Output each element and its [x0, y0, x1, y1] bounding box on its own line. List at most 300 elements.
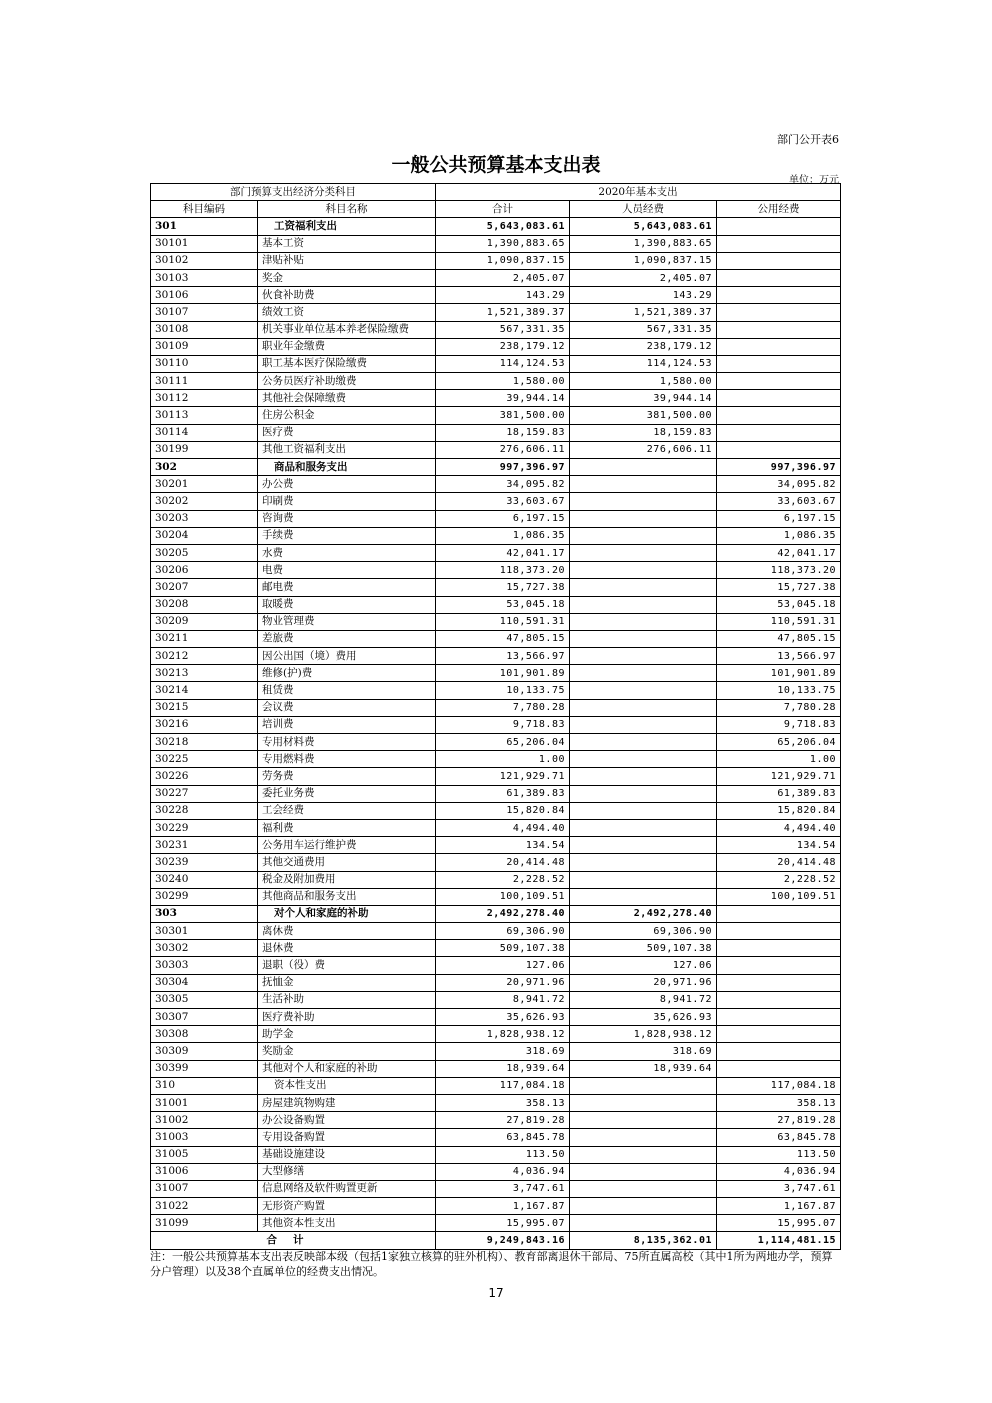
row-name: 取暖费	[258, 596, 436, 613]
row-name: 咨询费	[258, 510, 436, 527]
row-personnel	[570, 579, 717, 596]
row-name: 抚恤金	[258, 974, 436, 991]
column-header-name: 科目名称	[258, 201, 436, 218]
row-name: 工资福利支出	[258, 218, 436, 235]
row-personnel	[570, 613, 717, 630]
row-code: 30205	[151, 544, 258, 561]
row-code: 30226	[151, 768, 258, 785]
row-personnel	[570, 562, 717, 579]
row-code: 30303	[151, 957, 258, 974]
row-total: 567,331.35	[436, 321, 570, 338]
row-code: 30207	[151, 579, 258, 596]
row-personnel: 8,941.72	[570, 991, 717, 1008]
header-column-row	[151, 201, 841, 218]
row-public: 113.50	[717, 1146, 841, 1163]
unit-label: 单位：万元	[789, 175, 839, 186]
row-personnel	[570, 1163, 717, 1180]
table-row	[151, 991, 841, 1008]
table-row	[151, 957, 841, 974]
group-header-left: 部门预算支出经济分类科目	[151, 184, 436, 201]
row-personnel: 69,306.90	[570, 923, 717, 940]
group-header-right: 2020年基本支出	[436, 184, 841, 201]
row-name: 办公设备购置	[258, 1112, 436, 1129]
row-public	[717, 424, 841, 441]
total-personnel: 8,135,362.01	[570, 1232, 717, 1249]
table-row	[151, 1077, 841, 1094]
row-name: 专用燃料费	[258, 751, 436, 768]
row-total: 1,086.35	[436, 527, 570, 544]
row-personnel	[570, 544, 717, 561]
table-row	[151, 734, 841, 751]
table-row	[151, 837, 841, 854]
row-name: 委托业务费	[258, 785, 436, 802]
row-total: 18,939.64	[436, 1060, 570, 1077]
row-personnel	[570, 493, 717, 510]
row-total: 18,159.83	[436, 424, 570, 441]
table-row	[151, 218, 841, 235]
table-row	[151, 665, 841, 682]
row-total: 143.29	[436, 287, 570, 304]
row-total: 134.54	[436, 837, 570, 854]
row-personnel	[570, 837, 717, 854]
row-total: 381,500.00	[436, 407, 570, 424]
row-public: 15,820.84	[717, 802, 841, 819]
row-name: 助学金	[258, 1026, 436, 1043]
row-personnel: 2,405.07	[570, 269, 717, 286]
row-code: 30204	[151, 527, 258, 544]
row-code: 30216	[151, 716, 258, 733]
row-code: 30214	[151, 682, 258, 699]
row-code: 30201	[151, 476, 258, 493]
table-row	[151, 1163, 841, 1180]
table-row	[151, 802, 841, 819]
row-name: 商品和服务支出	[258, 459, 436, 476]
row-code: 30399	[151, 1060, 258, 1077]
row-name: 职工基本医疗保险缴费	[258, 355, 436, 372]
row-personnel: 1,580.00	[570, 373, 717, 390]
row-public	[717, 355, 841, 372]
row-public	[717, 338, 841, 355]
row-name: 津贴补贴	[258, 252, 436, 269]
row-public: 121,929.71	[717, 768, 841, 785]
row-name: 因公出国（境）费用	[258, 648, 436, 665]
row-personnel	[570, 1094, 717, 1111]
table-row	[151, 1043, 841, 1060]
row-name: 手续费	[258, 527, 436, 544]
row-name: 其他社会保障缴费	[258, 390, 436, 407]
table-row	[151, 235, 841, 252]
row-personnel	[570, 1215, 717, 1232]
row-public: 358.13	[717, 1094, 841, 1111]
row-total: 110,591.31	[436, 613, 570, 630]
row-personnel	[570, 768, 717, 785]
row-personnel	[570, 476, 717, 493]
row-total: 127.06	[436, 957, 570, 974]
row-total: 10,133.75	[436, 682, 570, 699]
table-row	[151, 613, 841, 630]
row-public: 15,995.07	[717, 1215, 841, 1232]
row-personnel: 276,606.11	[570, 441, 717, 458]
row-name: 福利费	[258, 819, 436, 836]
row-public	[717, 304, 841, 321]
row-name: 职业年金缴费	[258, 338, 436, 355]
row-personnel	[570, 1129, 717, 1146]
row-public: 61,389.83	[717, 785, 841, 802]
row-personnel	[570, 751, 717, 768]
row-name: 奖金	[258, 269, 436, 286]
row-total: 69,306.90	[436, 923, 570, 940]
table-row	[151, 768, 841, 785]
row-code: 30229	[151, 819, 258, 836]
row-total: 34,095.82	[436, 476, 570, 493]
row-code: 30111	[151, 373, 258, 390]
table-row	[151, 819, 841, 836]
row-total: 42,041.17	[436, 544, 570, 561]
table-row	[151, 785, 841, 802]
row-public: 53,045.18	[717, 596, 841, 613]
row-public	[717, 373, 841, 390]
row-public	[717, 1009, 841, 1026]
row-name: 伙食补助费	[258, 287, 436, 304]
row-total: 7,780.28	[436, 699, 570, 716]
table-row	[151, 716, 841, 733]
table-row	[151, 544, 841, 561]
page-title: 一般公共预算基本支出表	[391, 154, 601, 176]
row-total: 6,197.15	[436, 510, 570, 527]
row-code: 31001	[151, 1094, 258, 1111]
row-code: 30299	[151, 888, 258, 905]
row-personnel: 143.29	[570, 287, 717, 304]
row-public	[717, 1043, 841, 1060]
table-row	[151, 1112, 841, 1129]
row-public	[717, 905, 841, 922]
row-name: 医疗费补助	[258, 1009, 436, 1026]
row-total: 1,521,389.37	[436, 304, 570, 321]
row-public: 1,086.35	[717, 527, 841, 544]
row-name: 大型修缮	[258, 1163, 436, 1180]
row-public	[717, 1060, 841, 1077]
row-personnel: 127.06	[570, 957, 717, 974]
row-name: 无形资产购置	[258, 1198, 436, 1215]
row-code: 30208	[151, 596, 258, 613]
column-header-code: 科目编码	[151, 201, 258, 218]
row-code: 30227	[151, 785, 258, 802]
row-total: 13,566.97	[436, 648, 570, 665]
row-total: 63,845.78	[436, 1129, 570, 1146]
budget-table	[150, 183, 841, 1250]
row-total: 4,494.40	[436, 819, 570, 836]
row-total: 5,643,083.61	[436, 218, 570, 235]
table-row	[151, 355, 841, 372]
row-code: 30112	[151, 390, 258, 407]
row-personnel	[570, 1198, 717, 1215]
row-public	[717, 407, 841, 424]
table-row	[151, 1215, 841, 1232]
row-code: 30309	[151, 1043, 258, 1060]
row-name: 差旅费	[258, 630, 436, 647]
row-code: 31099	[151, 1215, 258, 1232]
row-public: 7,780.28	[717, 699, 841, 716]
row-personnel: 1,090,837.15	[570, 252, 717, 269]
row-personnel	[570, 716, 717, 733]
row-total: 47,805.15	[436, 630, 570, 647]
row-public: 65,206.04	[717, 734, 841, 751]
row-name: 专用材料费	[258, 734, 436, 751]
row-personnel: 509,107.38	[570, 940, 717, 957]
row-code: 31002	[151, 1112, 258, 1129]
row-name: 房屋建筑物购建	[258, 1094, 436, 1111]
row-name: 办公费	[258, 476, 436, 493]
row-total: 33,603.67	[436, 493, 570, 510]
column-header-public: 公用经费	[717, 201, 841, 218]
row-personnel	[570, 648, 717, 665]
row-public: 33,603.67	[717, 493, 841, 510]
total-public: 1,114,481.15	[717, 1232, 841, 1249]
table-row	[151, 252, 841, 269]
row-total: 1,167.87	[436, 1198, 570, 1215]
table-row	[151, 441, 841, 458]
row-total: 8,941.72	[436, 991, 570, 1008]
table-row	[151, 510, 841, 527]
table-row	[151, 1026, 841, 1043]
row-code: 30113	[151, 407, 258, 424]
footnote: 注：一般公共预算基本支出表反映部本级（包括1家独立核算的驻外机构）、教育部离退休干部局、75所直属高校（其中1所为两地办学，预算分户管理）以及38个直属单位的经费支出情况。	[150, 1250, 833, 1278]
row-personnel: 5,643,083.61	[570, 218, 717, 235]
row-public	[717, 923, 841, 940]
table-row	[151, 974, 841, 991]
row-personnel: 1,828,938.12	[570, 1026, 717, 1043]
row-public	[717, 218, 841, 235]
column-header-personnel: 人员经费	[570, 201, 717, 218]
row-code: 31006	[151, 1163, 258, 1180]
row-name: 维修(护)费	[258, 665, 436, 682]
table-row	[151, 682, 841, 699]
row-total: 1,090,837.15	[436, 252, 570, 269]
row-personnel	[570, 459, 717, 476]
row-total: 1,580.00	[436, 373, 570, 390]
total-label: 合计	[151, 1232, 436, 1249]
row-personnel: 2,492,278.40	[570, 905, 717, 922]
row-total: 100,109.51	[436, 888, 570, 905]
row-personnel	[570, 630, 717, 647]
row-personnel: 567,331.35	[570, 321, 717, 338]
row-name: 电费	[258, 562, 436, 579]
row-personnel	[570, 888, 717, 905]
row-name: 其他对个人和家庭的补助	[258, 1060, 436, 1077]
row-personnel: 18,159.83	[570, 424, 717, 441]
row-personnel	[570, 802, 717, 819]
row-public: 42,041.17	[717, 544, 841, 561]
row-name: 医疗费	[258, 424, 436, 441]
header-group-row	[151, 184, 841, 201]
row-name: 租赁费	[258, 682, 436, 699]
row-personnel: 1,521,389.37	[570, 304, 717, 321]
row-total: 39,944.14	[436, 390, 570, 407]
row-total: 20,414.48	[436, 854, 570, 871]
row-public: 100,109.51	[717, 888, 841, 905]
row-total: 1,390,883.65	[436, 235, 570, 252]
table-row	[151, 287, 841, 304]
table-row	[151, 527, 841, 544]
row-total: 276,606.11	[436, 441, 570, 458]
row-code: 30302	[151, 940, 258, 957]
row-code: 30215	[151, 699, 258, 716]
row-code: 30114	[151, 424, 258, 441]
row-total: 2,228.52	[436, 871, 570, 888]
row-code: 30202	[151, 493, 258, 510]
row-public: 134.54	[717, 837, 841, 854]
row-name: 专用设备购置	[258, 1129, 436, 1146]
row-name: 会议费	[258, 699, 436, 716]
row-code: 30199	[151, 441, 258, 458]
table-row	[151, 1146, 841, 1163]
table-row	[151, 854, 841, 871]
row-name: 住房公积金	[258, 407, 436, 424]
row-name: 基本工资	[258, 235, 436, 252]
table-row	[151, 459, 841, 476]
row-name: 对个人和家庭的补助	[258, 905, 436, 922]
table-row	[151, 579, 841, 596]
row-personnel	[570, 1112, 717, 1129]
row-personnel	[570, 510, 717, 527]
row-personnel	[570, 734, 717, 751]
row-total: 4,036.94	[436, 1163, 570, 1180]
row-public	[717, 235, 841, 252]
row-code: 30301	[151, 923, 258, 940]
row-public: 10,133.75	[717, 682, 841, 699]
row-personnel	[570, 1146, 717, 1163]
row-personnel: 1,390,883.65	[570, 235, 717, 252]
row-public: 34,095.82	[717, 476, 841, 493]
row-public: 20,414.48	[717, 854, 841, 871]
row-total: 65,206.04	[436, 734, 570, 751]
row-public: 9,718.83	[717, 716, 841, 733]
row-total: 118,373.20	[436, 562, 570, 579]
row-public: 4,036.94	[717, 1163, 841, 1180]
row-code: 30101	[151, 235, 258, 252]
row-total: 101,901.89	[436, 665, 570, 682]
row-personnel	[570, 854, 717, 871]
table-number-label: 部门公开表6	[777, 133, 839, 146]
table-row	[151, 493, 841, 510]
row-code: 303	[151, 905, 258, 922]
row-personnel: 39,944.14	[570, 390, 717, 407]
row-name: 水费	[258, 544, 436, 561]
table-row	[151, 871, 841, 888]
row-public: 27,819.28	[717, 1112, 841, 1129]
row-name: 工会经费	[258, 802, 436, 819]
row-total: 1,828,938.12	[436, 1026, 570, 1043]
row-name: 劳务费	[258, 768, 436, 785]
row-code: 30110	[151, 355, 258, 372]
row-personnel	[570, 527, 717, 544]
row-total: 35,626.93	[436, 1009, 570, 1026]
row-total: 15,995.07	[436, 1215, 570, 1232]
table-row	[151, 1198, 841, 1215]
row-code: 30307	[151, 1009, 258, 1026]
row-public	[717, 991, 841, 1008]
table-row	[151, 373, 841, 390]
row-personnel	[570, 665, 717, 682]
row-public	[717, 957, 841, 974]
row-name: 培训费	[258, 716, 436, 733]
row-personnel	[570, 682, 717, 699]
row-code: 30212	[151, 648, 258, 665]
row-name: 其他商品和服务支出	[258, 888, 436, 905]
row-public	[717, 441, 841, 458]
row-code: 30206	[151, 562, 258, 579]
row-total: 114,124.53	[436, 355, 570, 372]
row-name: 基础设施建设	[258, 1146, 436, 1163]
row-personnel: 238,179.12	[570, 338, 717, 355]
row-personnel: 20,971.96	[570, 974, 717, 991]
row-total: 1.00	[436, 751, 570, 768]
row-personnel	[570, 785, 717, 802]
row-code: 30213	[151, 665, 258, 682]
row-code: 30107	[151, 304, 258, 321]
row-personnel	[570, 1180, 717, 1197]
table-row	[151, 923, 841, 940]
row-code: 30211	[151, 630, 258, 647]
row-public: 117,084.18	[717, 1077, 841, 1094]
row-code: 30225	[151, 751, 258, 768]
row-total: 2,405.07	[436, 269, 570, 286]
row-public: 15,727.38	[717, 579, 841, 596]
table-row	[151, 648, 841, 665]
row-code: 30231	[151, 837, 258, 854]
row-public	[717, 390, 841, 407]
row-personnel: 114,124.53	[570, 355, 717, 372]
row-code: 30203	[151, 510, 258, 527]
column-header-total: 合计	[436, 201, 570, 218]
row-public: 6,197.15	[717, 510, 841, 527]
table-row	[151, 269, 841, 286]
table-row	[151, 596, 841, 613]
row-code: 30108	[151, 321, 258, 338]
row-name: 信息网络及软件购置更新	[258, 1180, 436, 1197]
row-code: 31003	[151, 1129, 258, 1146]
row-public	[717, 974, 841, 991]
row-code: 30103	[151, 269, 258, 286]
row-code: 30109	[151, 338, 258, 355]
row-name: 公务用车运行维护费	[258, 837, 436, 854]
row-public: 110,591.31	[717, 613, 841, 630]
row-name: 奖励金	[258, 1043, 436, 1060]
row-personnel	[570, 1077, 717, 1094]
row-personnel	[570, 699, 717, 716]
row-personnel: 35,626.93	[570, 1009, 717, 1026]
row-code: 30102	[151, 252, 258, 269]
table-row	[151, 1129, 841, 1146]
row-name: 税金及附加费用	[258, 871, 436, 888]
row-public: 63,845.78	[717, 1129, 841, 1146]
row-code: 31022	[151, 1198, 258, 1215]
table-row	[151, 321, 841, 338]
row-total: 997,396.97	[436, 459, 570, 476]
page-number: 17	[488, 1286, 504, 1300]
row-code: 31005	[151, 1146, 258, 1163]
row-public: 101,901.89	[717, 665, 841, 682]
row-total: 15,727.38	[436, 579, 570, 596]
row-code: 30228	[151, 802, 258, 819]
table-row	[151, 699, 841, 716]
row-name: 绩效工资	[258, 304, 436, 321]
row-code: 31007	[151, 1180, 258, 1197]
row-public: 118,373.20	[717, 562, 841, 579]
row-code: 302	[151, 459, 258, 476]
row-name: 资本性支出	[258, 1077, 436, 1094]
row-total: 121,929.71	[436, 768, 570, 785]
